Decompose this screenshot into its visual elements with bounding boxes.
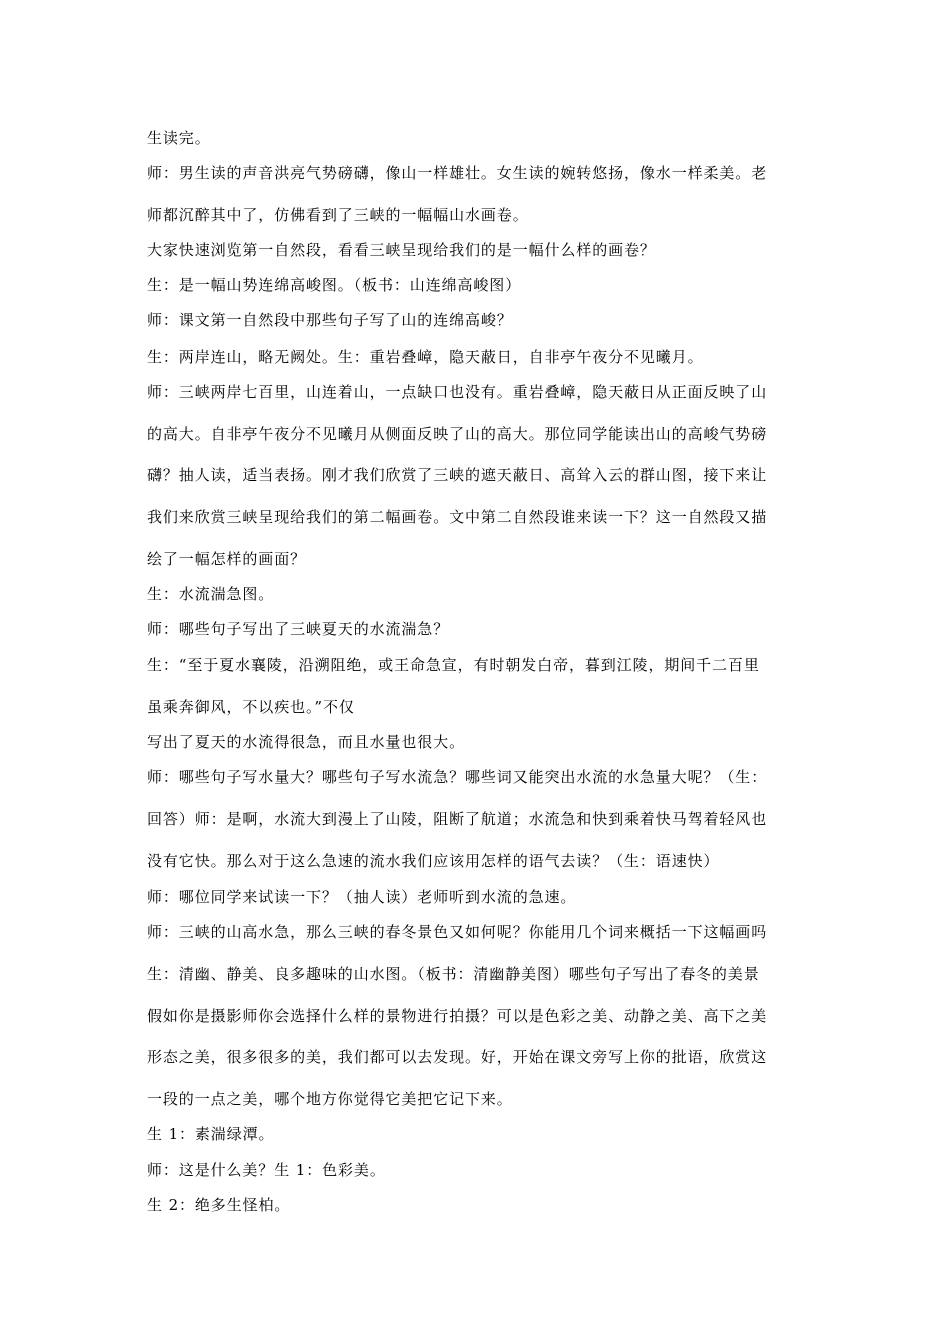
text-line: 一段的一点之美，哪个地方你觉得它美把它记下来。	[147, 1090, 513, 1108]
text-line: 生：水流湍急图。	[147, 585, 275, 603]
text-line: 虽乘奔御风，不以疾也。”不仅	[147, 698, 355, 716]
text-line: 生：是一幅山势连绵高峻图。（板书：山连绵高峻图）	[147, 276, 522, 294]
text-line: 师：课文第一自然段中那些句子写了山的连绵高峻？	[147, 311, 513, 329]
text-line: 生 1：素湍绿潭。	[147, 1125, 275, 1143]
text-line: 没有它快。那么对于这么急速的流水我们应该用怎样的语气去读？（生：语速快）	[147, 852, 720, 870]
text-line: 形态之美，很多很多的美，我们都可以去发现。好，开始在课文旁写上你的批语，欣赏这	[147, 1048, 768, 1066]
text-line: 写出了夏天的水流得很急，而且水量也很大。	[147, 733, 466, 751]
text-line: 生 2：绝多生怪柏。	[147, 1196, 291, 1214]
text-line: 生：“至于夏水襄陵，沿溯阻绝，或王命急宣，有时朝发白帝，暮到江陵，期间千二百里	[147, 656, 760, 674]
text-line: 的高大。自非亭午夜分不见曦月从侧面反映了山的高大。那位同学能读出山的高峻气势磅	[147, 425, 768, 443]
text-line: 生：清幽、静美、良多趣味的山水图。（板书：清幽静美图）哪些句子写出了春冬的美景	[147, 965, 760, 983]
text-line: 师：这是什么美？生 1：色彩美。	[147, 1161, 386, 1179]
text-line: 礴？抽人读，适当表扬。刚才我们欣赏了三峡的遮天蔽日、高耸入云的群山图，接下来让	[147, 466, 768, 484]
text-line: 师：三峡的山高水急，那么三峡的春冬景色又如何呢？你能用几个词来概括一下这幅画吗	[147, 923, 768, 941]
text-line: 我们来欣赏三峡呈现给我们的第二幅画卷。文中第二自然段谁来读一下？这一自然段又描	[147, 508, 768, 526]
text-line: 师：哪些句子写水量大？哪些句子写水流急？哪些词又能突出水流的水急量大呢？（生：	[147, 768, 768, 786]
text-line: 大家快速浏览第一自然段，看看三峡呈现给我们的是一幅什么样的画卷？	[147, 241, 656, 259]
text-line: 假如你是摄影师你会选择什么样的景物进行拍摄？可以是色彩之美、动静之美、高下之美	[147, 1007, 768, 1025]
text-line: 师：男生读的声音洪亮气势磅礴，像山一样雄壮。女生读的婉转悠扬，像水一样柔美。老	[147, 164, 768, 182]
text-line: 师：哪位同学来试读一下？（抽人读）老师听到水流的急速。	[147, 888, 577, 906]
text-line: 绘了一幅怎样的画面？	[147, 550, 307, 568]
text-line: 生读完。	[147, 129, 211, 147]
text-line: 回答）师：是啊，水流大到漫上了山陵，阻断了航道；水流急和快到乘着快马驾着轻风也	[147, 810, 768, 828]
text-line: 生：两岸连山，略无阙处。生：重岩叠嶂，隐天蔽日，自非亭午夜分不见曦月。	[147, 348, 704, 366]
text-line: 师：三峡两岸七百里，山连着山，一点缺口也没有。重岩叠嶂，隐天蔽日从正面反映了山	[147, 383, 768, 401]
text-line: 师：哪些句子写出了三峡夏天的水流湍急？	[147, 620, 450, 638]
text-line: 师都沉醉其中了，仿佛看到了三峡的一幅幅山水画卷。	[147, 206, 529, 224]
